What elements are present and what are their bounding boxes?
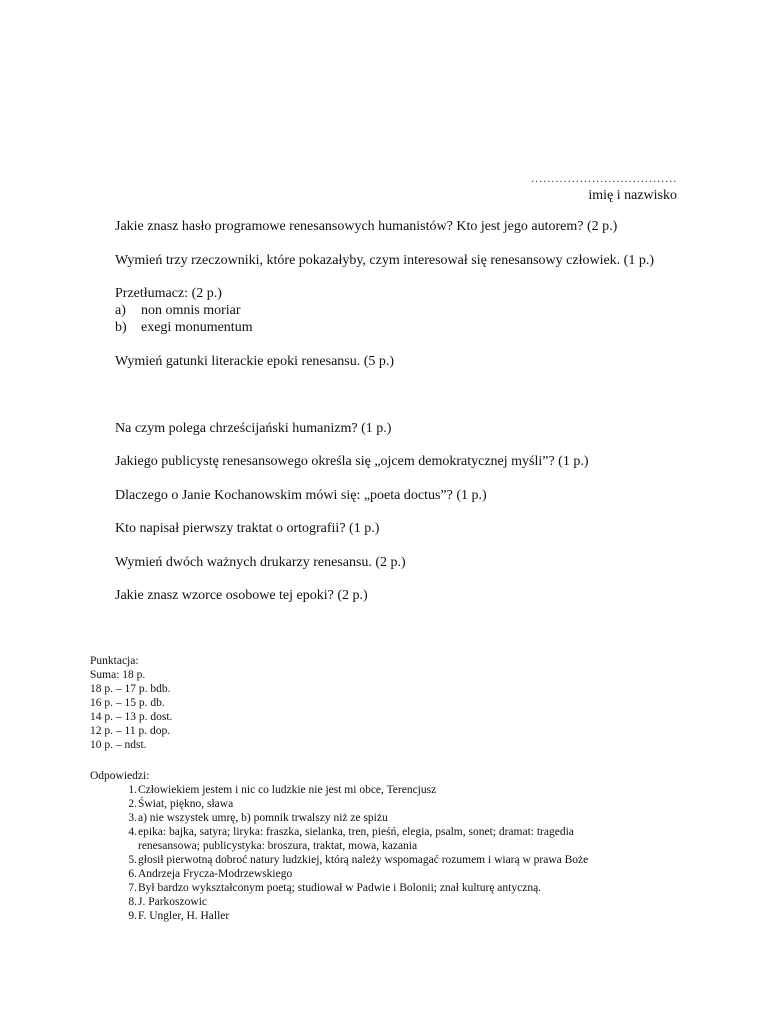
translate-item-b-letter: b): [115, 320, 127, 335]
scoring-section: [90, 654, 172, 752]
answer-text-line: renesansowa; publicystyka: broszura, traktat, mowa, kazania: [138, 840, 418, 852]
translate-item-b-text: exegi monumentum: [141, 320, 253, 335]
translate-item-b: [115, 319, 675, 336]
name-dotted-line: ………………………………: [530, 171, 677, 185]
answer-item: [90, 867, 690, 881]
answer-item: [90, 811, 690, 825]
question-5: Na czym polega chrześcijański humanizm? (1 p.): [115, 420, 392, 436]
question-3-text: Przetłumacz: (2 p.): [115, 286, 222, 301]
scoring-title: Punktacja:: [90, 655, 139, 667]
answer-number: 7.: [128, 882, 137, 894]
answer-text: [138, 825, 574, 853]
answers-title: Odpowiedzi:: [90, 770, 150, 782]
scoring-line: 18 p. – 17 p. bdb.: [90, 683, 171, 695]
scoring-line: 14 p. – 13 p. dost.: [90, 711, 173, 723]
answer-item: [90, 909, 690, 923]
answer-text: głosił pierwotną dobroć natury ludzkiej, którą należy wspomagać rozumem i wiarą w prawa Boże: [138, 854, 589, 866]
answer-number: 9.: [128, 910, 137, 922]
answer-text: Świat, piękno, sława: [138, 798, 234, 810]
question-9: Wymień dwóch ważnych drukarzy renesansu. (2 p.): [115, 554, 406, 570]
scoring-line: Suma: 18 p.: [90, 669, 146, 681]
answer-item: [90, 853, 690, 867]
question-10: Jakie znasz wzorce osobowe tej epoki? (2 p.): [115, 588, 368, 603]
question-7: Dlaczego o Janie Kochanowskim mówi się: „poeta doctus”? (1 p.): [115, 487, 487, 503]
answer-text: Andrzeja Frycza-Modrzewskiego: [138, 868, 293, 880]
question-8: Kto napisał pierwszy traktat o ortografii? (1 p.): [115, 521, 380, 536]
answer-item: [90, 825, 690, 853]
answers-section: [90, 769, 690, 923]
question-1: Jakie znasz hasło programowe renesansowych humanistów? Kto jest jego autorem? (2 p.): [115, 219, 618, 234]
question-3: [115, 285, 675, 336]
answer-number: 6.: [128, 868, 137, 880]
answer-text: Był bardzo wykształconym poetą; studiował w Padwie i Bolonii; znał kulturę antyczną.: [138, 882, 542, 894]
answer-number: 5.: [128, 854, 137, 866]
answer-text: F. Ungler, H. Haller: [138, 910, 230, 922]
translate-item-a-letter: a): [115, 303, 126, 318]
answer-item: [90, 895, 690, 909]
answer-number: 8.: [128, 896, 137, 908]
scoring-line: 16 p. – 15 p. db.: [90, 697, 165, 709]
translate-item-a-text: non omnis moriar: [141, 303, 241, 318]
answer-text-line: epika: bajka, satyra; liryka: fraszka, sielanka, tren, pieśń, elegia, psalm, sonet; dramat: tragedia: [138, 826, 574, 838]
name-label: imię i nazwisko: [588, 188, 677, 203]
answer-number: 1.: [128, 784, 137, 796]
question-2: Wymień trzy rzeczowniki, które pokazałyby, czym interesował się renesansowy człowiek. (1 p.): [115, 252, 654, 268]
question-list: [115, 218, 675, 604]
answer-text: Człowiekiem jestem i nic co ludzkie nie jest mi obce, Terencjusz: [138, 784, 437, 796]
answer-text: J. Parkoszowic: [138, 896, 207, 908]
scoring-line: 10 p. – ndst.: [90, 739, 147, 751]
answer-number: 2.: [128, 798, 137, 810]
answer-item: [90, 881, 690, 895]
answer-number: 3.: [128, 812, 137, 824]
question-6: Jakiego publicystę renesansowego określa się „ojcem demokratycznej myśli”? (1 p.): [115, 454, 589, 469]
answer-item: [90, 783, 690, 797]
scoring-line: 12 p. – 11 p. dop.: [90, 725, 171, 737]
answer-number: 4.: [128, 826, 137, 838]
question-4: Wymień gatunki literackie epoki renesansu. (5 p.): [115, 353, 395, 369]
answer-item: [90, 797, 690, 811]
name-field-block: [531, 170, 677, 204]
translate-item-a: [115, 302, 675, 319]
answers-list: [90, 783, 690, 923]
answer-text: a) nie wszystek umrę, b) pomnik trwalszy niż ze spiżu: [138, 812, 388, 824]
